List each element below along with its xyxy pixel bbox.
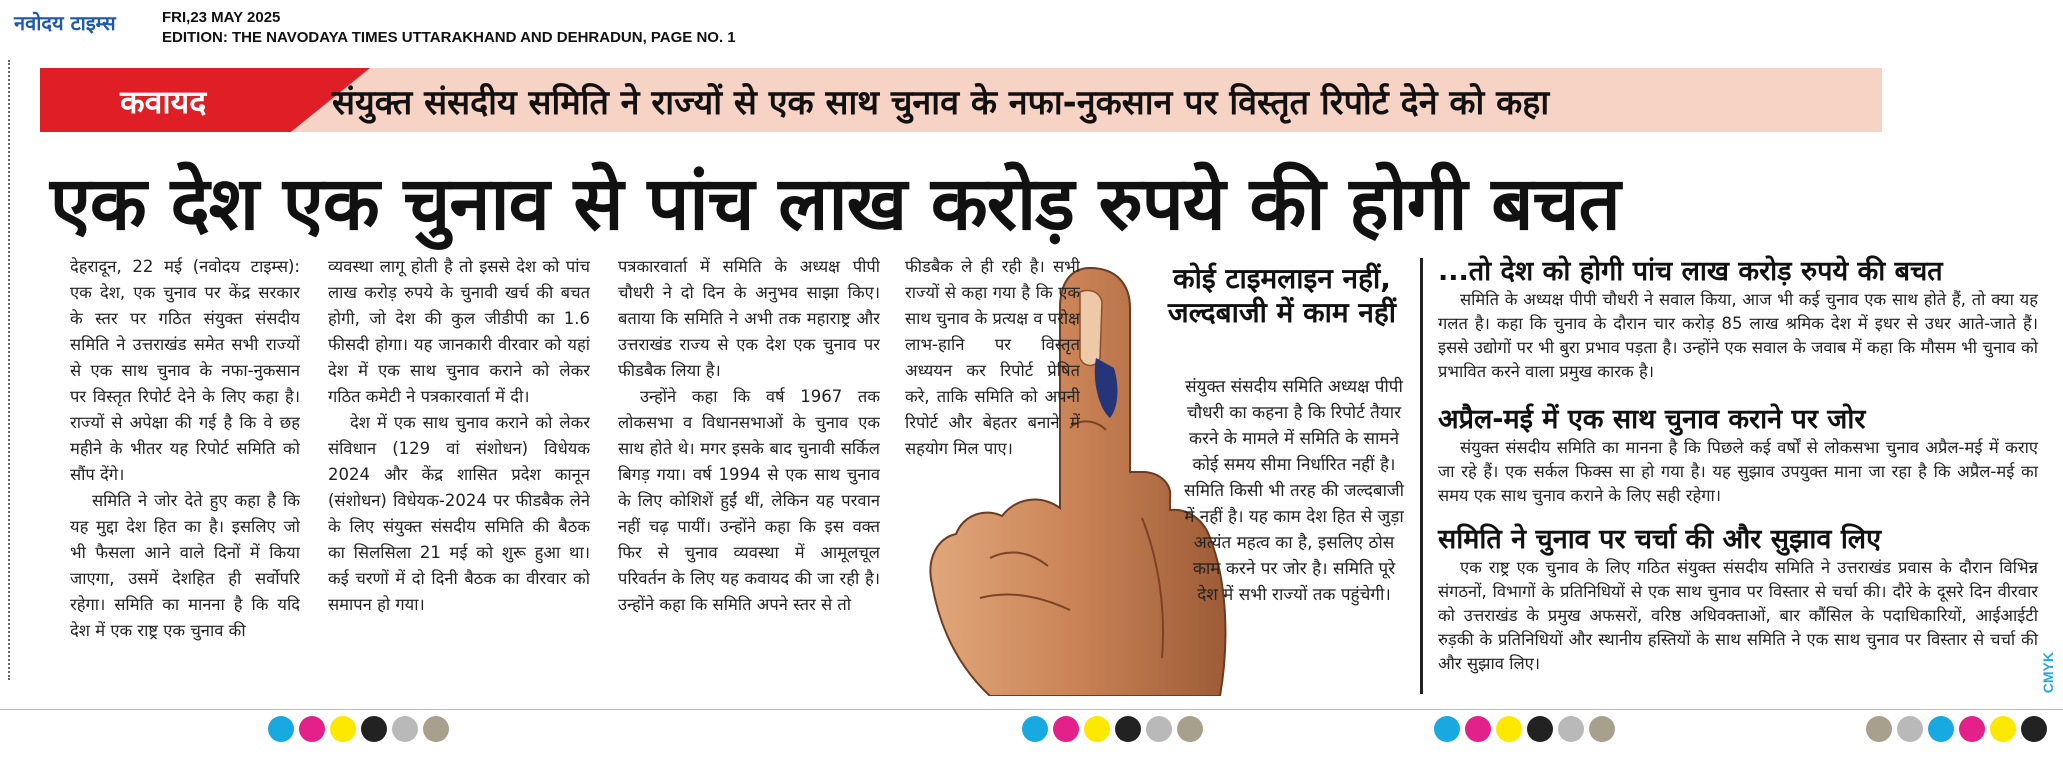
sidebar-heading: कोई टाइमलाइन नहीं, जल्दबाजी में काम नहीं	[1167, 262, 1397, 329]
paragraph: देहरादून, 22 मई (नवोदय टाइम्स): एक देश, एक चुनाव पर केंद्र सरकार के स्तर पर गठित संयुक्त संसदीय समिति ने उत्तराखंड समेत सभी राज्यों से एक साथ चुनाव के नफा-नुकसान पर विस्तृत रिपोर्ट देने के लिए कहा है। राज्यों से अपेक्षा की गई है कि वे छह महीने के भीतर यह रिपोर्ट समिति को सौंप देंगे।	[70, 257, 300, 484]
color-swatch	[1589, 716, 1615, 742]
main-headline: एक देश एक चुनाव से पांच लाख करोड़ रुपये की होगी बचत	[50, 161, 1620, 247]
color-swatch-group	[268, 716, 449, 742]
color-swatch	[1465, 716, 1491, 742]
color-swatch	[1146, 716, 1172, 742]
section-body: संयुक्त संसदीय समिति का मानना है कि पिछले कई वर्षों से लोकसभा चुनाव अप्रैल-मई में कराए जा रहे हैं। एक सर्कल फिक्स सा हो गया है। यह सुझाव उपयुक्त माना जा रहा है कि अप्रैल-मई का समय एक साथ चुनाव कराने के लिए सही रहेगा।	[1438, 438, 2038, 505]
color-swatch	[1866, 716, 1892, 742]
color-swatch	[330, 716, 356, 742]
color-swatch	[299, 716, 325, 742]
color-swatch	[361, 716, 387, 742]
color-swatch	[1959, 716, 1985, 742]
kicker-tag: कवायद	[120, 83, 207, 121]
section-heading: ...तो देश को होगी पांच लाख करोड़ रुपये की बचत	[1438, 256, 1943, 287]
kicker-banner	[40, 68, 1882, 132]
color-swatch	[2021, 716, 2047, 742]
color-swatch-group	[1434, 716, 1615, 742]
paragraph: पत्रकारवार्ता में समिति के अध्यक्ष पीपी चौधरी ने दो दिन के अनुभव साझा किए। बताया कि समिति ने अभी तक महाराष्ट्र और उत्तराखंड राज्य से एक देश एक चुनाव पर फीडबैक लिया है।	[618, 257, 880, 380]
column-divider	[1420, 258, 1423, 694]
paragraph: उन्होंने कहा कि वर्ष 1967 तक लोकसभा व विधानसभाओं के चुनाव एक साथ होते थे। मगर इसके बाद चुनावी सर्किल बिगड़ गया। वर्ष 1994 से एक साथ चुनाव के लिए कोशिशें हुईं थीं, लेकिन यह परवान नहीं चढ़ पायीं। उन्होंने कहा कि इस वक्त फिर से चुनाव व्यवस्था में आमूलचूल परिवर्तन के लिए यह कवायद की जा रही है। उन्होंने कहा कि समिति अपने स्तर से तो	[618, 387, 880, 614]
color-swatch	[268, 716, 294, 742]
color-swatch	[1527, 716, 1553, 742]
color-swatch-group	[1022, 716, 1203, 742]
article-column-4	[905, 254, 1080, 544]
article-column-3	[618, 254, 880, 694]
edition-info	[162, 8, 736, 48]
color-swatch	[1177, 716, 1203, 742]
right-section-2	[1438, 404, 2038, 508]
issue-date: FRI,23 MAY 2025	[162, 9, 281, 26]
left-dotted-rule	[8, 60, 10, 680]
article-column-2	[328, 254, 590, 694]
color-swatch	[1053, 716, 1079, 742]
color-swatch	[1115, 716, 1141, 742]
color-swatch	[1022, 716, 1048, 742]
newspaper-logo: नवोदय टाइम्स	[14, 11, 116, 35]
color-swatch	[423, 716, 449, 742]
masthead	[0, 0, 2063, 54]
color-swatch	[1496, 716, 1522, 742]
section-heading: अप्रैल-मई में एक साथ चुनाव कराने पर जोर	[1438, 404, 1866, 435]
edition-line: EDITION: THE NAVODAYA TIMES UTTARAKHAND AND DEHRADUN, PAGE NO. 1	[162, 29, 736, 46]
color-swatch	[1558, 716, 1584, 742]
paragraph: फीडबैक ले ही रही है। सभी राज्यों से कहा गया है कि एक साथ चुनाव के प्रत्यक्ष व परोक्ष लाभ-हानि पर विस्तृत अध्ययन कर रिपोर्ट प्रेषित करे, ताकि समिति को अपनी रिपोर्ट और बेहतर बनाने में सहयोग मिल पाए।	[905, 257, 1080, 458]
color-swatch	[1928, 716, 1954, 742]
section-body: एक राष्ट्र एक चुनाव के लिए गठित संयुक्त संसदीय समिति ने उत्तराखंड प्रवास के दौरान विभिन्न संगठनों, विभागों के प्रतिनिधियों से एक साथ चुनाव पर विस्तार से चर्चा की। दौरे के दूसरे दिन वीरवार को उत्तराखंड के प्रमुख अफसरों, वरिष्ठ अधिवक्ताओं, बार कौंसिल के पदाधिकारियों, आईआईटी रुड़की के प्रतिनिधियों और स्थानीय हस्तियों के साथ समिति ने एक साथ चुनाव पर विस्तार से चर्चा की और सुझाव लिए।	[1438, 558, 2038, 673]
paragraph: व्यवस्था लागू होती है तो इससे देश को पांच लाख करोड़ रुपये के चुनावी खर्च की बचत होगी, जो देश की कुल जीडीपी का 1.6 फीसदी होगा। यह जानकारी वीरवार को यहां देश में एक साथ चुनाव कराने को लेकर गठित कमेटी ने पत्रकारवार्ता में दी।	[328, 257, 590, 406]
color-swatch	[1084, 716, 1110, 742]
right-section-1	[1438, 256, 2038, 384]
color-swatch	[1897, 716, 1923, 742]
section-heading: समिति ने चुनाव पर चर्चा की और सुझाव लिए	[1438, 524, 1882, 555]
right-section-3	[1438, 524, 2038, 676]
color-swatch	[1434, 716, 1460, 742]
article-column-1	[70, 254, 300, 694]
cmyk-mark: CMYK	[2040, 652, 2056, 694]
color-swatch-group	[1866, 716, 2047, 742]
section-body: समिति के अध्यक्ष पीपी चौधरी ने सवाल किया, आज भी कई चुनाव एक साथ होते हैं, तो क्या यह गलत है। कहा कि चुनाव के दौरान चार करोड़ 85 लाख श्रमिक देश में इधर से उधर आते-जाते हैं। इससे उद्योगों पर भी बुरा प्रभाव पड़ता है। उन्होंने एक सवाल के जवाब में कहा कि मौसम भी चुनाव को प्रभावित करने वाला प्रमुख कारक है।	[1438, 290, 2038, 381]
paragraph: देश में एक साथ चुनाव कराने को लेकर संविधान (129 वां संशोधन) विधेयक 2024 और केंद्र शासित प्रदेश कानून (संशोधन) विधेयक-2024 पर फीडबैक लेने के लिए संयुक्त संसदीय समिति की बैठक का सिलसिला 21 मई को शुरू हुआ था। कई चरणों में दो दिनी बैठक का वीरवार को समापन हो गया।	[328, 413, 590, 614]
paragraph: समिति ने जोर देते हुए कहा है कि यह मुद्दा देश हित का है। इसलिए जो भी फैसला आने वाले दिनों में किया जाएगा, उसमें देशहित ही सर्वोपरि रहेगा। समिति का मानना है कि यदि देश में एक राष्ट्र एक चुनाव की	[70, 491, 300, 640]
sidebar-body: संयुक्त संसदीय समिति अध्यक्ष पीपी चौधरी का कहना है कि रिपोर्ट तैयार करने के मामले में समिति के सामने कोई समय सीमा निर्धारित नहीं है। समिति किसी भी तरह की जल्दबाजी में नहीं है। यह काम देश हित से जुड़ा अत्यंत महत्व का है, इसलिए ठोस काम करने पर जोर है। समिति पूरे देश में सभी राज्यों तक पहुंचेगी।	[1183, 377, 1405, 605]
kicker-subhead: संयुक्त संसदीय समिति ने राज्यों से एक साथ चुनाव के नफा-नुकसान पर विस्तृत रिपोर्ट देने को कहा	[332, 83, 1550, 123]
color-swatch	[1990, 716, 2016, 742]
color-swatch	[392, 716, 418, 742]
